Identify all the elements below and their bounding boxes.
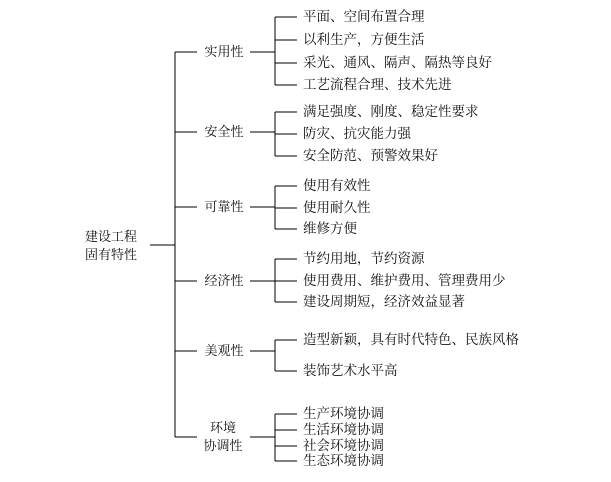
branch-node-environmental-harmony bbox=[192, 419, 254, 455]
branch-node-aesthetics bbox=[198, 342, 250, 360]
leaf-node: 安全防范、预警效果好 bbox=[303, 148, 438, 163]
leaf-node: 社会环境协调 bbox=[303, 438, 384, 453]
branch-node-economy bbox=[198, 272, 250, 290]
leaf-node: 以利生产，方便生活 bbox=[303, 32, 425, 47]
branch-node-practicality bbox=[198, 43, 250, 61]
leaf-node: 防灾、抗灾能力强 bbox=[303, 126, 411, 141]
leaf-node: 节约用地，节约资源 bbox=[303, 251, 425, 266]
branch-node-safety bbox=[198, 123, 250, 141]
leaf-node: 采光、通风、隔声、隔热等良好 bbox=[303, 55, 492, 70]
leaf-node: 造型新颖，具有时代特色、民族风格 bbox=[303, 332, 519, 347]
leaf-node: 装饰艺术水平高 bbox=[303, 363, 398, 378]
leaf-node: 使用有效性 bbox=[303, 178, 371, 193]
branch-label-line1: 实用性 bbox=[204, 44, 244, 59]
root-node bbox=[72, 228, 150, 264]
leaf-node: 维修方便 bbox=[303, 221, 357, 236]
branch-label-line1: 经济性 bbox=[204, 273, 244, 288]
leaf-node: 生产环境协调 bbox=[303, 406, 384, 421]
leaf-node: 建设周期短，经济效益显著 bbox=[303, 294, 465, 309]
branch-label-line1: 安全性 bbox=[204, 124, 244, 139]
leaf-node: 满足强度、刚度、稳定性要求 bbox=[303, 104, 479, 119]
branch-label-line2: 协调性 bbox=[203, 438, 243, 453]
branch-label-line1: 可靠性 bbox=[204, 199, 244, 214]
leaf-node: 生活环境协调 bbox=[303, 422, 384, 437]
branch-node-reliability bbox=[198, 198, 250, 216]
leaf-node: 工艺流程合理、技术先进 bbox=[303, 77, 452, 92]
leaf-node: 使用费用、维护费用、管理费用少 bbox=[303, 273, 506, 288]
branch-label-line1: 环境 bbox=[209, 420, 236, 435]
leaf-node: 生态环境协调 bbox=[303, 453, 384, 468]
branch-label-line1: 美观性 bbox=[204, 343, 244, 358]
root-label-line2: 固有特性 bbox=[84, 247, 137, 262]
leaf-node: 平面、空间布置合理 bbox=[303, 9, 425, 24]
leaf-node: 使用耐久性 bbox=[303, 200, 371, 215]
root-label-line1: 建设工程 bbox=[84, 229, 137, 244]
